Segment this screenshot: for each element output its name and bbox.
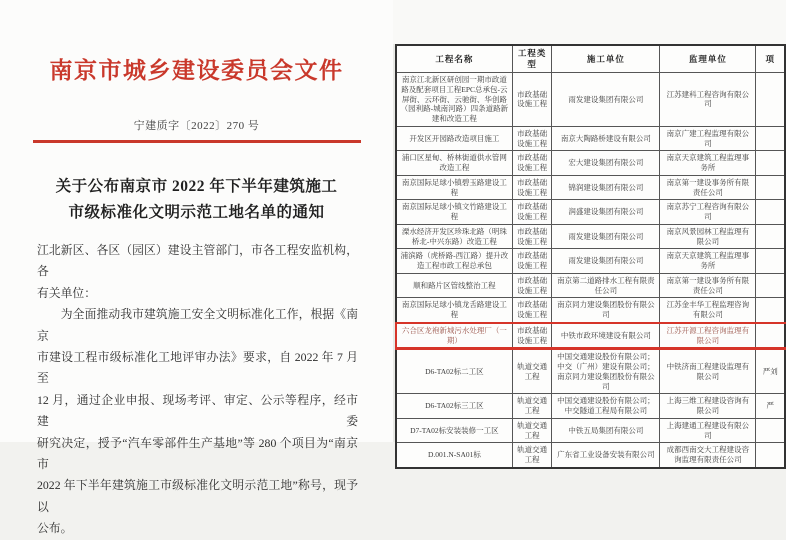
document-page — [0, 0, 393, 536]
contractor-cell: 雨发建设集团有限公司 — [552, 249, 660, 274]
project-type-cell: 市政基础设施工程 — [512, 200, 552, 225]
contractor-cell: 中国交通建设股份有限公司；中交（广州）建设有限公司；南京同力建设集团股份有限公司 — [552, 349, 660, 394]
table-row — [396, 349, 785, 394]
contractor-cell: 锦润建设集团有限公司 — [552, 175, 660, 200]
contractor-cell: 南京大陶路桥建设有限公司 — [552, 126, 660, 151]
project-name-cell: 六合区龙袍新城污水处理厂（一期） — [396, 323, 512, 349]
supervisor-cell: 南京广建工程监理有限公司 — [660, 126, 756, 151]
project-name-cell: 浦滨路（虎桥路-西江路）提升改造工程市政工程总承包 — [396, 249, 512, 274]
document-title — [20, 174, 373, 226]
document-title-line2: 市级标准化文明示范工地名单的通知 — [68, 204, 325, 221]
document-body — [37, 240, 358, 540]
clipped-cell — [756, 443, 785, 468]
project-type-cell: 轨道交通工程 — [512, 418, 552, 443]
table-row — [396, 73, 785, 127]
body-line: 为全面推动我市建筑施工安全文明标准化工作，根据《南京 — [37, 307, 358, 343]
table-header-row — [396, 45, 785, 73]
project-type-cell: 市政基础设施工程 — [512, 323, 552, 349]
document-masthead: 南京市城乡建设委员会文件 — [49, 58, 344, 83]
contractor-cell: 宏大建设集团有限公司 — [552, 151, 660, 176]
supervisor-cell: 南京第一建设事务所有限责任公司 — [660, 273, 756, 298]
project-type-cell: 轨道交通工程 — [512, 394, 552, 419]
table-row — [396, 443, 785, 468]
project-name-cell: 南京江北新区研创园一期市政道路及配套项目工程EPC总承包-云屏街、云环街、云驰街、华创路（园利路-城南河路）四条道路新建和改造工程 — [396, 73, 512, 127]
table-row — [396, 249, 785, 274]
header-project-type: 工程类型 — [512, 45, 552, 73]
document-number: 宁建质字〔2022〕270 号 — [133, 120, 260, 132]
contractor-cell: 南京同力建设集团股份有限公司 — [552, 298, 660, 323]
supervisor-cell: 江苏金丰华工程监理咨询有限公司 — [660, 298, 756, 323]
supervisor-cell: 南京天京建筑工程监理事务所 — [660, 249, 756, 274]
clipped-cell — [756, 298, 785, 323]
supervisor-cell: 南京天京建筑工程监理事务所 — [660, 151, 756, 176]
projects-table — [395, 44, 786, 469]
project-type-cell: 市政基础设施工程 — [512, 126, 552, 151]
project-name-cell: 溧水经济开发区珍珠北路（明珠桥北-中兴东路）改造工程 — [396, 224, 512, 249]
header-contractor: 施工单位 — [552, 45, 660, 73]
table-top-margin — [393, 0, 786, 44]
project-type-cell: 市政基础设施工程 — [512, 273, 552, 298]
body-line: 有关单位： — [37, 285, 96, 300]
contractor-cell: 中国交通建设股份有限公司；中交隧道工程局有限公司 — [552, 394, 660, 419]
project-type-cell: 轨道交通工程 — [512, 349, 552, 394]
clipped-cell: 严刘 — [756, 349, 785, 394]
table-row — [396, 273, 785, 298]
clipped-cell — [756, 175, 785, 200]
clipped-cell — [756, 151, 785, 176]
contractor-cell: 南京第二道路排水工程有限责任公司 — [552, 273, 660, 298]
body-line: 2022 年下半年建筑施工市级标准化文明示范工地”称号，现予以 — [37, 478, 358, 514]
supervisor-cell: 中铁济南工程建设监理有限公司 — [660, 349, 756, 394]
project-name-cell: D.001.N-SA01标 — [396, 443, 512, 468]
project-type-cell: 市政基础设施工程 — [512, 249, 552, 274]
table-row — [396, 126, 785, 151]
table-row — [396, 200, 785, 225]
table-row — [396, 224, 785, 249]
project-name-cell: 顺和路片区管线整治工程 — [396, 273, 512, 298]
project-type-cell: 市政基础设施工程 — [512, 73, 552, 127]
project-name-cell: D6-TA02标二工区 — [396, 349, 512, 394]
body-line: 12 月，通过企业申报、现场考评、审定、公示等程序，经市建委 — [37, 392, 358, 429]
supervisor-cell: 南京风景园林工程监理有限公司 — [660, 224, 756, 249]
contractor-cell: 雨发建设集团有限公司 — [552, 224, 660, 249]
project-name-cell: 浦口区星甸、桥林街道供水管网改造工程 — [396, 151, 512, 176]
red-divider-line — [33, 140, 361, 143]
project-name-cell: 南京国际足球小镇文竹路建设工程 — [396, 200, 512, 225]
contractor-cell: 广东省工业设备安装有限公司 — [552, 443, 660, 468]
project-name-cell: 南京国际足球小镇碧玉路建设工程 — [396, 175, 512, 200]
supervisor-cell: 上海建通工程建设有限公司 — [660, 418, 756, 443]
body-line: 江北新区、各区（园区）建设主管部门，市各工程安监机构，各 — [37, 243, 358, 279]
clipped-cell — [756, 200, 785, 225]
clipped-cell — [756, 126, 785, 151]
project-type-cell: 轨道交通工程 — [512, 443, 552, 468]
project-type-cell: 市政基础设施工程 — [512, 175, 552, 200]
header-clipped-column: 项 — [756, 45, 785, 73]
clipped-cell — [756, 323, 785, 349]
clipped-cell — [756, 418, 785, 443]
table-row — [396, 394, 785, 419]
table-row — [396, 151, 785, 176]
clipped-cell — [756, 73, 785, 127]
project-type-cell: 市政基础设施工程 — [512, 224, 552, 249]
supervisor-cell: 南京第一建设事务所有限责任公司 — [660, 175, 756, 200]
project-type-cell: 市政基础设施工程 — [512, 298, 552, 323]
project-name-cell: 开发区开园路改造项目施工 — [396, 126, 512, 151]
body-line: 研究决定，授予“汽车零部件生产基地”等 280 个项目为“南京市 — [37, 435, 358, 472]
table-row — [396, 298, 785, 323]
supervisor-cell: 江苏建科工程咨询有限公司 — [660, 73, 756, 127]
contractor-cell: 中铁市政环境建设有限公司 — [552, 323, 660, 349]
project-name-cell: 南京国际足球小镇龙舌路建设工程 — [396, 298, 512, 323]
table-row — [396, 323, 785, 349]
supervisor-cell: 江苏开源工程咨询监理有限公司 — [660, 323, 756, 349]
document-title-line1: 关于公布南京市 2022 年下半年建筑施工 — [55, 178, 338, 195]
table-page — [393, 0, 786, 465]
header-supervisor: 监理单位 — [660, 45, 756, 73]
clipped-cell — [756, 224, 785, 249]
contractor-cell: 润盛建设集团有限公司 — [552, 200, 660, 225]
contractor-cell: 雨发建设集团有限公司 — [552, 73, 660, 127]
contractor-cell: 中铁五局集团有限公司 — [552, 418, 660, 443]
table-row — [396, 175, 785, 200]
supervisor-cell: 成都西南交大工程建设咨询监理有限责任公司 — [660, 443, 756, 468]
supervisor-cell: 南京苏宁工程咨询有限公司 — [660, 200, 756, 225]
clipped-cell — [756, 273, 785, 298]
body-line: 市建设工程市级标准化工地评审办法》要求，自 2022 年 7 月至 — [37, 350, 358, 386]
project-name-cell: D7-TA02标安装装修一工区 — [396, 418, 512, 443]
clipped-cell — [756, 249, 785, 274]
header-project-name: 工程名称 — [396, 45, 512, 73]
project-name-cell: D6-TA02标三工区 — [396, 394, 512, 419]
table-row — [396, 418, 785, 443]
supervisor-cell: 上海三维工程建设咨询有限公司 — [660, 394, 756, 419]
body-line: 公布。 — [37, 521, 73, 536]
clipped-cell: 严 — [756, 394, 785, 419]
project-type-cell: 市政基础设施工程 — [512, 151, 552, 176]
